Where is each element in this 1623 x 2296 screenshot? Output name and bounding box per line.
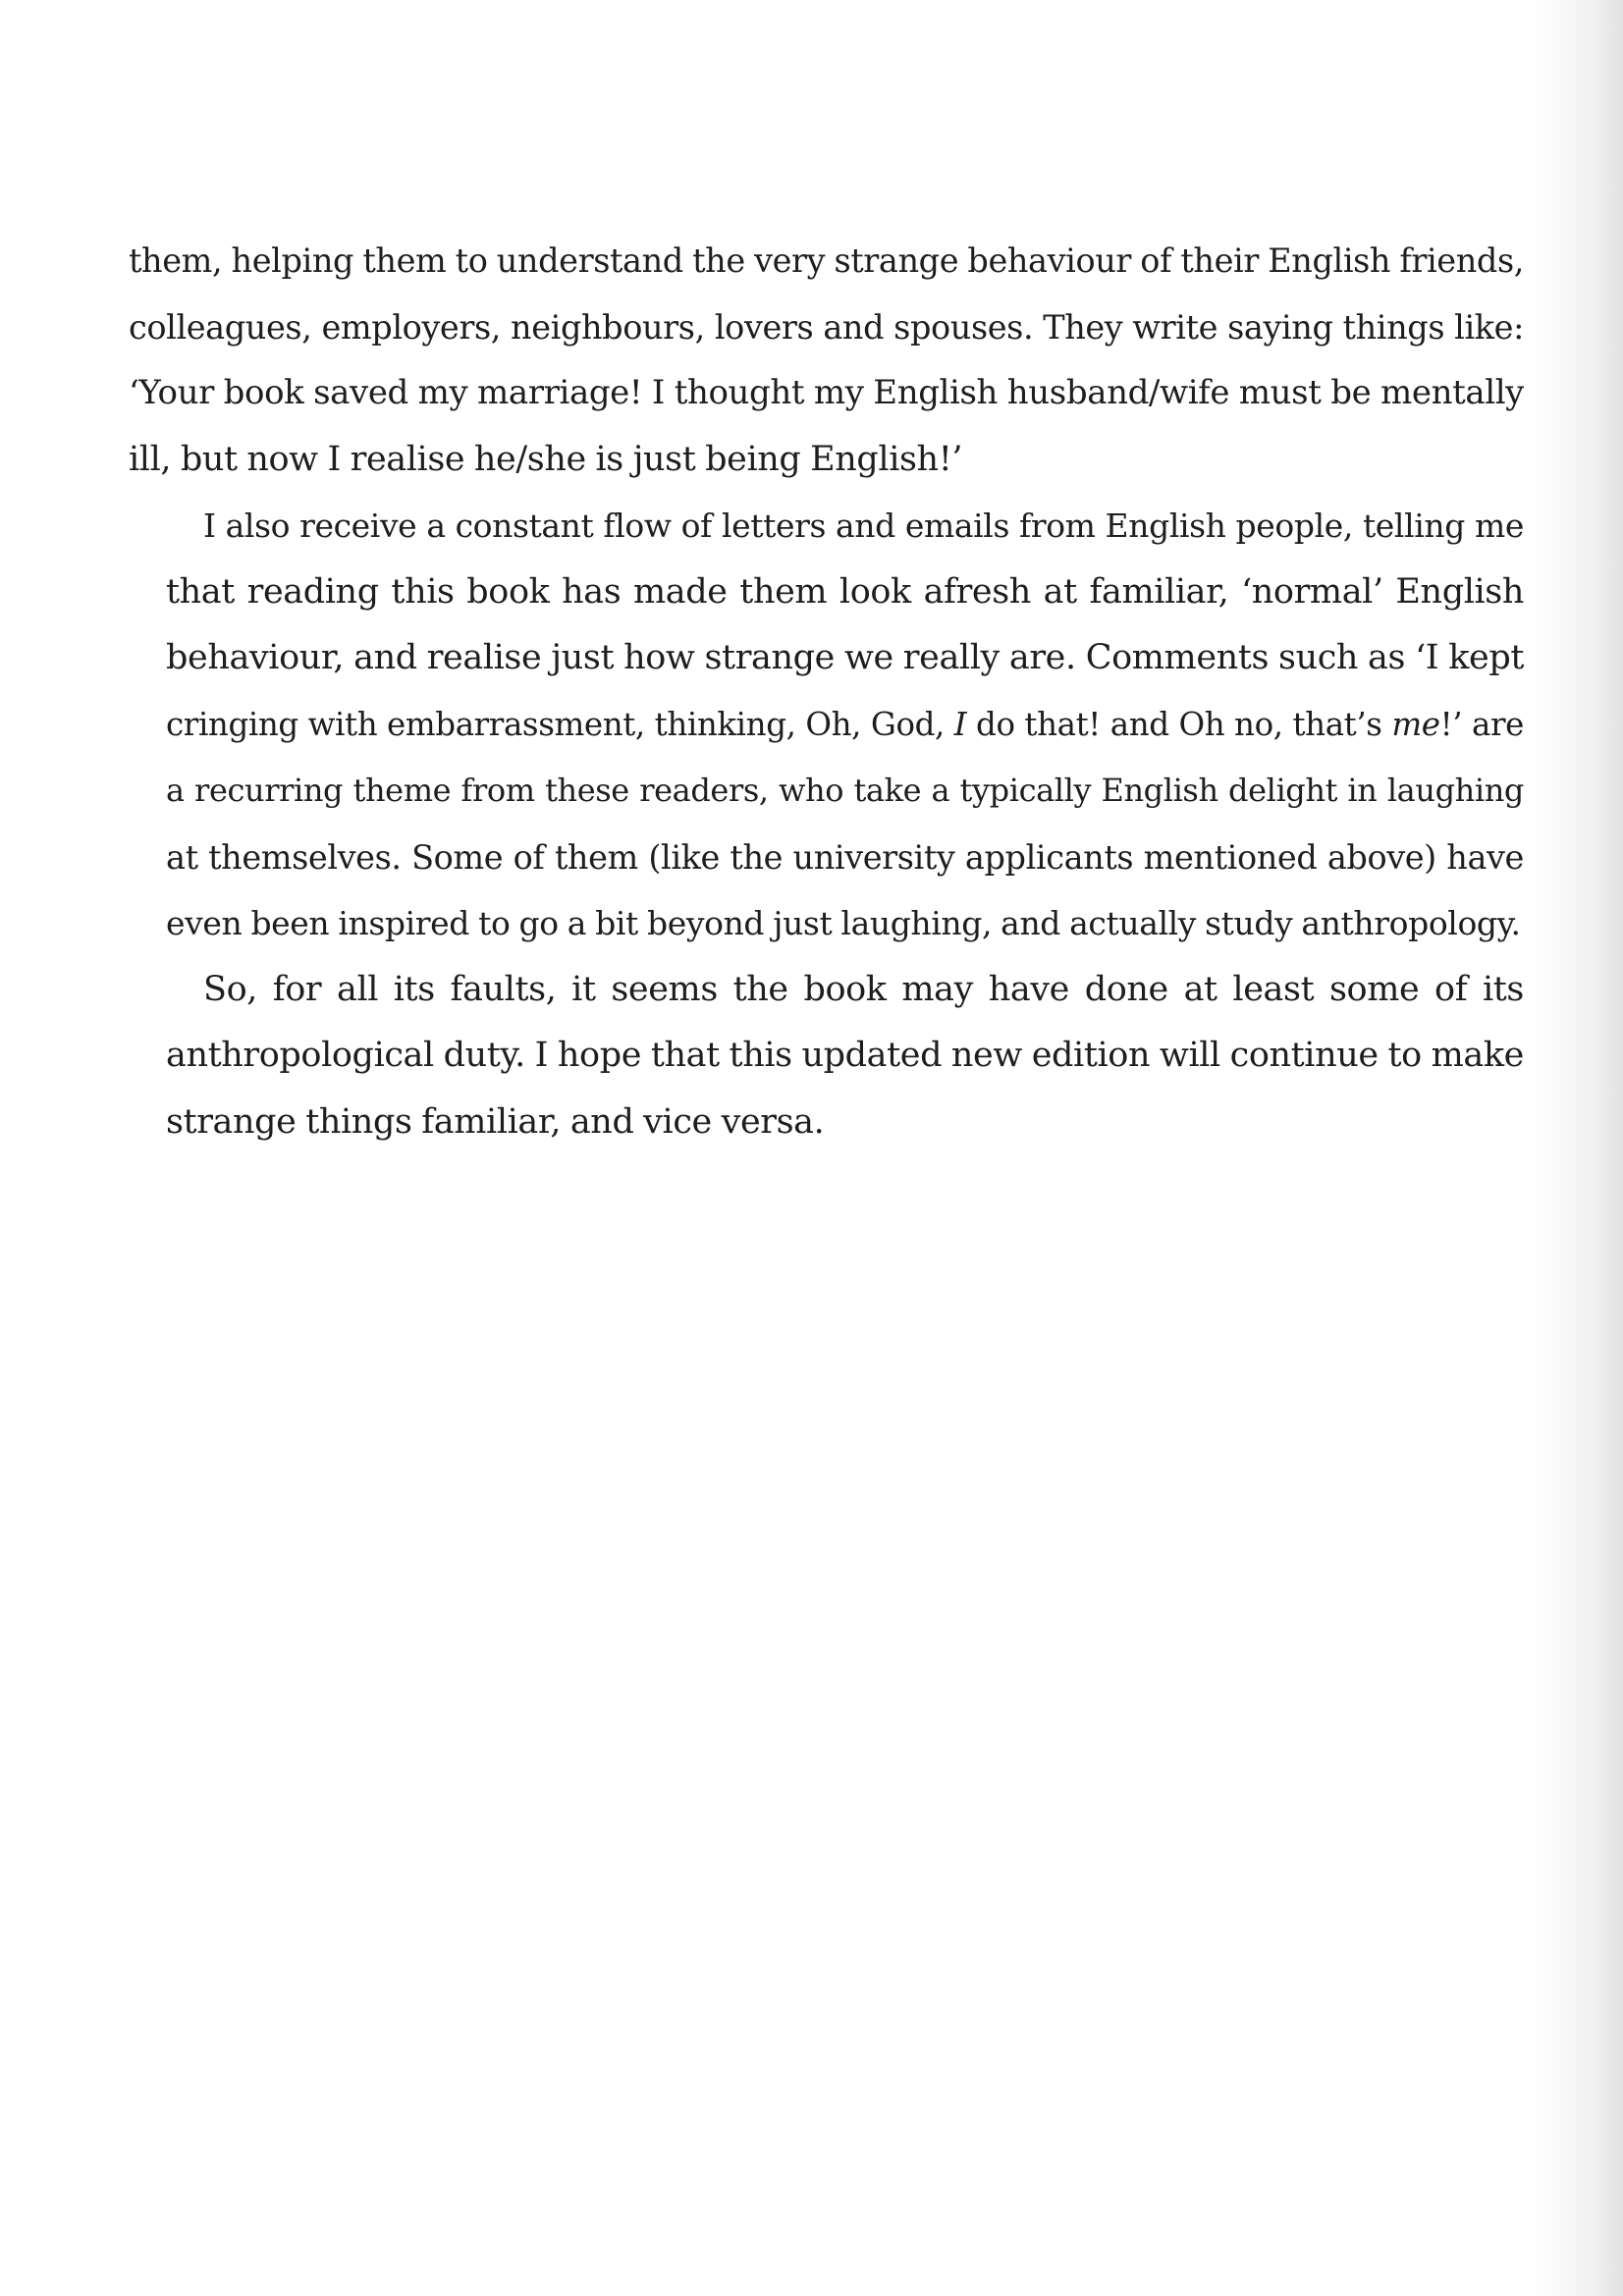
text-line: behaviour, and realise just how strange we really are. Comments such as ‘I kept (166, 638, 1524, 677)
text-line: So, for all its faults, it seems the book may have done at least some of its (203, 969, 1524, 1009)
text-line: ill, but now I realise he/she is just being English!’ (129, 439, 963, 479)
text-line: a recurring theme from these readers, who take a typically English delight in laughing (166, 772, 1524, 809)
text-line-with-italics (129, 692, 1524, 759)
italic-word: me (1391, 705, 1440, 743)
text-fragment: !’ are (1439, 705, 1524, 743)
text-line: that reading this book has made them look afresh at familiar, ‘normal’ English (166, 571, 1524, 612)
text-line: strange things familiar, and vice versa. (166, 1101, 825, 1142)
body-text (129, 228, 1524, 1155)
paragraph-2 (129, 493, 1524, 957)
page-edge-shadow (1535, 0, 1623, 2296)
text-line: ‘Your book saved my marriage! I thought my English husband/wife must be mentally (129, 373, 1524, 412)
paragraph-1 (129, 228, 1524, 493)
italic-word: I (953, 705, 967, 743)
text-line: anthropological duty. I hope that this updated new edition will continue to make (166, 1036, 1524, 1075)
text-line: them, helping them to understand the very strange behaviour of their English friends, (129, 241, 1524, 280)
text-fragment: do that! and Oh no, that’s (966, 705, 1392, 743)
text-line: colleagues, employers, neighbours, lovers and spouses. They write saying things like: (129, 307, 1524, 347)
text-line: even been inspired to go a bit beyond just laughing, and actually study anthropology. (166, 904, 1521, 942)
text-line: I also receive a constant flow of letters and emails from English people, telling me (203, 507, 1524, 545)
text-fragment: cringing with embarrassment, thinking, Oh, God, (166, 705, 954, 743)
paragraph-3 (129, 957, 1524, 1156)
text-line: at themselves. Some of them (like the university applicants mentioned above) have (166, 837, 1524, 877)
